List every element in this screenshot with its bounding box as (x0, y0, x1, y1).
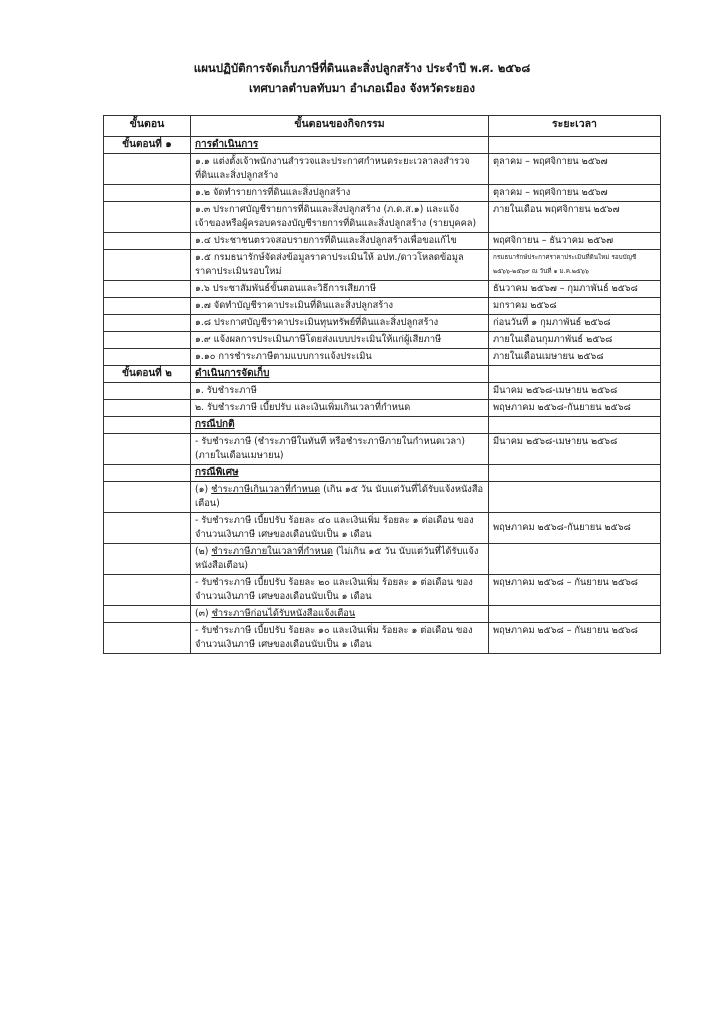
table-row (104, 332, 661, 349)
step1-period-5: กรมธนารักษ์ประกาศราคาประเมินที่ดินใหม่ รอบบัญชี ๒๕๖๖-๒๕๖๙ ณ วันที่ ๑ ม.ค.๒๕๖๖ (489, 250, 661, 281)
case3-prefix: (๓) (195, 608, 209, 619)
case1-title: ชำระภาษีเกินเวลาที่กำหนด (211, 484, 321, 495)
step2-activity-1: ๑. รับชำระภาษี (191, 383, 489, 400)
step1-activity-9: ๑.๙ แจ้งผลการประเมินภาษีโดยส่งแบบประเมินให้แก่ผู้เสียภาษี (191, 332, 489, 349)
step2-label: ขั้นตอนที่ ๒ (104, 366, 191, 383)
case2-note: (ไม่เกิน ๑๕ วัน นับแต่วันที่ได้รับแจ้งหนังสือเตือน) (195, 546, 479, 571)
table-row (104, 513, 661, 544)
case1-text: - รับชำระภาษี เบี้ยปรับ ร้อยละ ๔๐ และเงินเพิ่ม ร้อยละ ๑ ต่อเดือน ของจำนวนเงินภาษี เศษของเดือนนับเป็น ๑ เดือน (191, 513, 489, 544)
case3-period: พฤษภาคม ๒๕๖๘ – กันยายน ๒๕๖๘ (489, 623, 661, 654)
step1-activity-7: ๑.๗ จัดทำบัญชีราคาประเมินที่ดินและสิ่งปลูกสร้าง (191, 298, 489, 315)
case1-note: (เกิน ๑๕ วัน นับแต่วันที่ได้รับแจ้งหนังสือเตือน) (195, 484, 484, 509)
table-row (104, 383, 661, 400)
table-row (104, 233, 661, 250)
table-row (104, 281, 661, 298)
case2-prefix: (๒) (195, 546, 209, 557)
table-row (104, 417, 661, 434)
step2-period-2: พฤษภาคม ๒๕๖๘-กันยายน ๒๕๖๘ (489, 400, 661, 417)
step2-activity-2: ๒. รับชำระภาษี เบี้ยปรับ และเงินเพิ่มเกินเวลาที่กำหนด (191, 400, 489, 417)
table-row (104, 298, 661, 315)
step1-activity-10: ๑.๑๐ การชำระภาษีตามแบบการแจ้งประเมิน (191, 349, 489, 366)
case3-heading (191, 606, 489, 623)
table-row (104, 544, 661, 575)
step1-period-7: มกราคม ๒๕๖๘ (489, 298, 661, 315)
normal-case-period: มีนาคม ๒๕๖๘-เมษายน ๒๕๖๘ (489, 434, 661, 465)
table-header-row (104, 116, 661, 137)
step2-heading: ดำเนินการจัดเก็บ (195, 368, 270, 379)
step1-period-6: ธันวาคม ๒๕๖๗ – กุมภาพันธ์ ๒๕๖๘ (489, 281, 661, 298)
table-row (104, 575, 661, 606)
case1-prefix: (๑) (195, 484, 209, 495)
table-row (104, 185, 661, 202)
step1-activity-5: ๑.๕ กรมธนารักษ์จัดส่งข้อมูลราคาประเมินให้ อปท./ดาวโหลดข้อมูลราคาประเมินรอบใหม่ (191, 250, 489, 281)
step1-activity-4: ๑.๔ ประชาชนตรวจสอบรายการที่ดินและสิ่งปลูกสร้างเพื่อขอแก้ไข (191, 233, 489, 250)
table-row (104, 434, 661, 465)
table-row (104, 623, 661, 654)
table-row (104, 315, 661, 332)
document-subtitle: เทศบาลตำบลทับมา อำเภอเมือง จังหวัดระยอง (248, 81, 476, 95)
step1-activity-1: ๑.๑ แต่งตั้งเจ้าพนักงานสำรวจและประกาศกำหนดระยะเวลาลงสำรวจที่ดินและสิ่งปลูกสร้าง (191, 154, 489, 185)
table-row (104, 250, 661, 281)
normal-case-text: - รับชำระภาษี (ชำระภาษีในทันที หรือชำระภาษีภายในกำหนดเวลา) (ภายในเดือนเมษายน) (191, 434, 489, 465)
case3-text: - รับชำระภาษี เบี้ยปรับ ร้อยละ ๑๐ และเงินเพิ่ม ร้อยละ ๑ ต่อเดือน ของจำนวนเงินภาษี เศษของเดือนนับเป็น ๑ เดือน (191, 623, 489, 654)
table-row (104, 366, 661, 383)
step1-activity-8: ๑.๘ ประกาศบัญชีราคาประเมินทุนทรัพย์ที่ดินและสิ่งปลูกสร้าง (191, 315, 489, 332)
step1-period-9: ภายในเดือนกุมภาพันธ์ ๒๕๖๘ (489, 332, 661, 349)
step1-period-8: ก่อนวันที่ ๑ กุมภาพันธ์ ๒๕๖๘ (489, 315, 661, 332)
step1-heading: การดำเนินการ (195, 139, 259, 150)
step1-period-1: ตุลาคม – พฤศจิกายน ๒๕๖๗ (489, 154, 661, 185)
table-row (104, 482, 661, 513)
step1-label: ขั้นตอนที่ ๑ (104, 137, 191, 154)
case3-title: ชำระภาษีก่อนได้รับหนังสือแจ้งเตือน (211, 608, 356, 619)
step1-activity-2: ๑.๒ จัดทำรายการที่ดินและสิ่งปลูกสร้าง (191, 185, 489, 202)
table-row (104, 606, 661, 623)
table-row (104, 137, 661, 154)
step1-period-2: ตุลาคม – พฤศจิกายน ๒๕๖๗ (489, 185, 661, 202)
table-row (104, 154, 661, 185)
document-title: แผนปฏิบัติการจัดเก็บภาษีที่ดินและสิ่งปลูกสร้าง ประจำปี พ.ศ. ๒๕๖๘ (193, 61, 531, 75)
table-row (104, 202, 661, 233)
normal-case-heading: กรณีปกติ (195, 419, 235, 430)
case2-title: ชำระภาษีภายในเวลาที่กำหนด (211, 546, 333, 557)
case2-heading (191, 544, 489, 575)
table-row (104, 465, 661, 482)
table-row (104, 349, 661, 366)
header-activity: ขั้นตอนของกิจกรรม (191, 116, 489, 137)
special-case-heading: กรณีพิเศษ (195, 467, 239, 478)
case1-heading (191, 482, 489, 513)
step1-period-10: ภายในเดือนเมษายน ๒๕๖๘ (489, 349, 661, 366)
action-plan-table (103, 115, 661, 654)
step1-period-3: ภายในเดือน พฤศจิกายน ๒๕๖๗ (489, 202, 661, 233)
step1-activity-3: ๑.๓ ประกาศบัญชีรายการที่ดินและสิ่งปลูกสร้าง (ภ.ด.ส.๑) และแจ้งเจ้าของหรือผู้ครอบครองบัญชีรายการที่ดินและสิ่งปลูกสร้าง (รายบุคคล) (191, 202, 489, 233)
step2-period-1: มีนาคม ๒๕๖๘-เมษายน ๒๕๖๘ (489, 383, 661, 400)
case2-text: - รับชำระภาษี เบี้ยปรับ ร้อยละ ๒๐ และเงินเพิ่ม ร้อยละ ๑ ต่อเดือน ของจำนวนเงินภาษี เศษของเดือนนับเป็น ๑ เดือน (191, 575, 489, 606)
header-period: ระยะเวลา (489, 116, 661, 137)
header-step: ขั้นตอน (104, 116, 191, 137)
step1-period-4: พฤศจิกายน – ธันวาคม ๒๕๖๗ (489, 233, 661, 250)
case2-period: พฤษภาคม ๒๕๖๘ – กันยายน ๒๕๖๘ (489, 575, 661, 606)
table-row (104, 400, 661, 417)
step1-activity-6: ๑.๖ ประชาสัมพันธ์ขั้นตอนและวิธีการเสียภาษี (191, 281, 489, 298)
case1-period: พฤษภาคม ๒๕๖๘-กันยายน ๒๕๖๘ (489, 513, 661, 544)
